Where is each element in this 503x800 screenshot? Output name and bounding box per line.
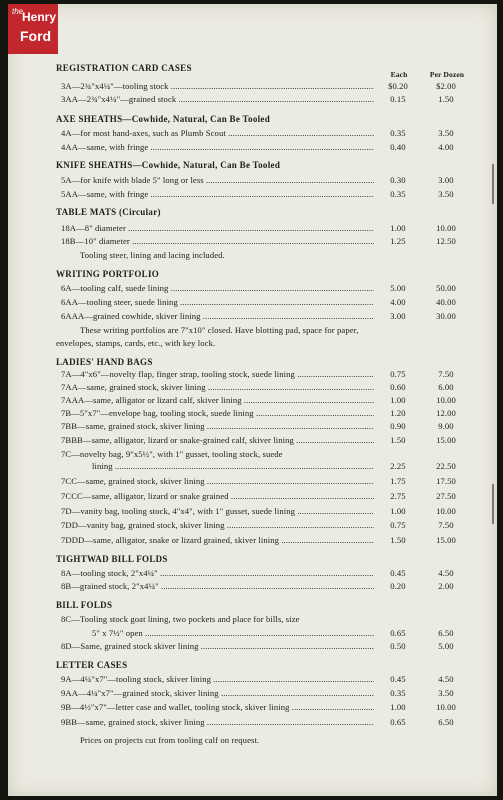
item-description: 5AA—same, with fringe .....	[61, 188, 374, 200]
price-per-dozen: 6.50	[438, 628, 454, 638]
price-each: 1.50	[390, 435, 406, 445]
price-per-dozen: 4.50	[438, 568, 454, 578]
item-description: 6AAA—grained cowhide, skiver lining .....	[61, 310, 374, 322]
column-header-per-dozen: Per Dozen	[429, 70, 465, 79]
price-row	[56, 475, 476, 487]
price-per-dozen: 3.50	[438, 688, 454, 698]
price-per-dozen: 10.00	[436, 395, 456, 405]
price-per-dozen: 17.50	[436, 476, 456, 486]
price-each: 5.00	[390, 283, 406, 293]
item-description: 7D—vanity bag, tooling stock, 4"x4", with 1" gusset, suede lining .....	[61, 505, 374, 517]
section-heading: REGISTRATION CARD CASES	[56, 63, 192, 73]
price-per-dozen: 4.00	[438, 142, 454, 152]
binding-mark	[492, 164, 494, 204]
price-each: 1.00	[390, 506, 406, 516]
price-per-dozen: 9.00	[438, 421, 454, 431]
price-row	[56, 580, 476, 592]
price-each: 0.75	[390, 520, 406, 530]
price-per-dozen: 50.00	[436, 283, 456, 293]
price-each: 1.75	[390, 476, 406, 486]
price-each: 0.45	[390, 674, 406, 684]
price-per-dozen: 4.50	[438, 674, 454, 684]
item-description: 6A—tooling calf, suede lining .....	[61, 282, 374, 294]
section-heading: WRITING PORTFOLIO	[56, 269, 160, 279]
price-row	[56, 701, 476, 713]
price-per-dozen: $2.00	[436, 81, 456, 91]
price-row	[56, 673, 476, 685]
price-each: 2.25	[390, 461, 406, 471]
item-description: 7BBB—same, alligator, lizard or snake-grained calf, skiver lining .....	[61, 434, 374, 446]
price-each: 0.35	[390, 688, 406, 698]
price-row	[56, 716, 476, 728]
price-row	[56, 174, 476, 186]
price-row	[56, 687, 476, 699]
price-row	[56, 93, 476, 105]
price-each: 0.20	[390, 581, 406, 591]
price-each: 1.25	[390, 236, 406, 246]
price-each: 0.75	[390, 369, 406, 379]
price-row	[56, 368, 476, 380]
price-per-dozen: 2.00	[438, 581, 454, 591]
item-description: 9A—4¼"x7"—tooling stock, skiver lining .....	[61, 673, 374, 685]
price-per-dozen: 15.00	[436, 435, 456, 445]
section-heading: LADIES' HAND BAGS	[56, 357, 153, 367]
price-each: 1.00	[390, 702, 406, 712]
price-row	[56, 640, 476, 652]
henry-ford-logo	[8, 4, 58, 54]
price-each: $0.20	[388, 81, 408, 91]
price-per-dozen: 12.50	[436, 236, 456, 246]
price-row	[56, 434, 476, 446]
price-per-dozen: 10.00	[436, 506, 456, 516]
price-row	[56, 80, 476, 92]
price-each: 4.00	[390, 297, 406, 307]
price-row	[56, 127, 476, 139]
price-per-dozen: 6.50	[438, 717, 454, 727]
price-each: 0.50	[390, 641, 406, 651]
price-each: 0.40	[390, 142, 406, 152]
item-description: 7DD—vanity bag, grained stock, skiver lining .....	[61, 519, 374, 531]
price-each: 0.60	[390, 382, 406, 392]
price-row	[56, 381, 476, 393]
price-each: 1.00	[390, 223, 406, 233]
price-row	[56, 296, 476, 308]
item-description: 9B—4½"x7"—letter case and wallet, tooling stock, skiver lining .....	[61, 701, 374, 713]
price-per-dozen: 22.50	[436, 461, 456, 471]
binding-mark	[492, 484, 494, 524]
catalog-page	[8, 4, 497, 796]
price-each: 0.65	[390, 628, 406, 638]
section-heading: LETTER CASES	[56, 660, 128, 670]
price-per-dozen: 3.50	[438, 189, 454, 199]
item-description: 8D—Same, grained stock skiver lining .....	[61, 640, 374, 652]
section-heading: AXE SHEATHS—Cowhide, Natural, Can Be Tooled	[56, 114, 271, 124]
section-heading: TABLE MATS (Circular)	[56, 207, 161, 217]
price-per-dozen: 5.00	[438, 641, 454, 651]
price-each: 0.90	[390, 421, 406, 431]
price-row	[56, 490, 476, 502]
price-per-dozen: 6.00	[438, 382, 454, 392]
price-each: 0.15	[390, 94, 406, 104]
price-per-dozen: 12.00	[436, 408, 456, 418]
item-description: 5" x 7½" open .....	[92, 627, 374, 639]
price-per-dozen: 27.50	[436, 491, 456, 501]
item-description: 5A—for knife with blade 5" long or less .....	[61, 174, 374, 186]
price-each: 3.00	[390, 311, 406, 321]
price-row	[56, 141, 476, 153]
item-description: 7B—5"x7"—envelope bag, tooling stock, suede lining .....	[61, 407, 374, 419]
price-row	[56, 460, 476, 472]
item-description: 7BB—same, grained stock, skiver lining .....	[61, 420, 374, 432]
price-per-dozen: 40.00	[436, 297, 456, 307]
item-description: 4AA—same, with fringe .....	[61, 141, 374, 153]
section-note: Tooling steer, lining and lacing included.	[80, 250, 225, 260]
item-description: 7CCC—same, alligator, lizard or snake grained .....	[61, 490, 374, 502]
item-description: 9AA—4¼"x7"—grained stock, skiver lining .....	[61, 687, 374, 699]
price-row	[56, 282, 476, 294]
item-description: 8A—tooling stock, 2"x4¼" .....	[61, 567, 374, 579]
price-row	[56, 505, 476, 517]
price-each: 1.50	[390, 535, 406, 545]
price-row	[56, 222, 476, 234]
price-per-dozen: 1.50	[438, 94, 454, 104]
item-description: 7A—4"x6"—novelty flap, finger strap, tooling stock, suede lining .....	[61, 368, 374, 380]
price-per-dozen: 15.00	[436, 535, 456, 545]
item-description: 8C—Tooling stock goat lining, two pockets and place for bills, size	[61, 614, 300, 624]
item-description: 4A—for most hand-axes, such as Plumb Scout .....	[61, 127, 374, 139]
price-per-dozen: 3.50	[438, 128, 454, 138]
price-row	[56, 534, 476, 546]
price-row	[56, 627, 476, 639]
price-each: 2.75	[390, 491, 406, 501]
price-per-dozen: 10.00	[436, 702, 456, 712]
section-note: envelopes, stamps, cards, etc., with key lock.	[56, 338, 216, 348]
price-row	[56, 407, 476, 419]
item-description: 9BB—same, grained stock, skiver lining .....	[61, 716, 374, 728]
column-header-each: Each	[390, 70, 408, 79]
logo-henry: Henry	[22, 10, 57, 24]
item-description: 8B—grained stock, 2"x4¼" .....	[61, 580, 374, 592]
price-per-dozen: 10.00	[436, 223, 456, 233]
item-description: 7C—novelty bag, 9"x5½", with 1" gusset, tooling stock, suede	[61, 449, 283, 459]
price-row	[56, 188, 476, 200]
price-row	[56, 235, 476, 247]
logo-ford: Ford	[20, 28, 52, 44]
price-each: 0.45	[390, 568, 406, 578]
price-each: 1.00	[390, 395, 406, 405]
price-row	[56, 519, 476, 531]
item-description: 18B—10" diameter .....	[61, 235, 374, 247]
price-per-dozen: 3.00	[438, 175, 454, 185]
price-per-dozen: 30.00	[436, 311, 456, 321]
section-note: Prices on projects cut from tooling calf on request.	[80, 735, 260, 745]
price-per-dozen: 7.50	[438, 369, 454, 379]
price-each: 0.35	[390, 189, 406, 199]
item-description: 18A—8" diameter .....	[61, 222, 374, 234]
price-row	[56, 420, 476, 432]
price-each: 0.65	[390, 717, 406, 727]
price-each: 1.20	[390, 408, 406, 418]
section-heading: KNIFE SHEATHS—Cowhide, Natural, Can Be Tooled	[56, 160, 281, 170]
section-heading: BILL FOLDS	[56, 600, 113, 610]
price-per-dozen: 7.50	[438, 520, 454, 530]
price-row	[56, 310, 476, 322]
logo-the: the	[12, 7, 24, 16]
price-each: 0.30	[390, 175, 406, 185]
section-note: These writing portfolios are 7"x10" closed. Have blotting pad, space for paper,	[80, 325, 359, 335]
item-description: 7AAA—same, alligator or lizard calf, skiver lining .....	[61, 394, 374, 406]
item-description: lining .....	[92, 460, 374, 472]
item-description: 3A—2¾"x4¼"—tooling stock .....	[61, 80, 374, 92]
item-description: 3AA—2¾"x4¼"—grained stock .....	[61, 93, 374, 105]
item-description: 7AA—same, grained stock, skiver lining .....	[61, 381, 374, 393]
item-description: 7CC—same, grained stock, skiver lining .....	[61, 475, 374, 487]
price-row	[56, 567, 476, 579]
item-description: 6AA—tooling steer, suede lining .....	[61, 296, 374, 308]
price-row	[56, 394, 476, 406]
price-each: 0.35	[390, 128, 406, 138]
section-heading: TIGHTWAD BILL FOLDS	[56, 554, 168, 564]
item-description: 7DDD—same, alligator, snake or lizard grained, skiver lining .....	[61, 534, 374, 546]
